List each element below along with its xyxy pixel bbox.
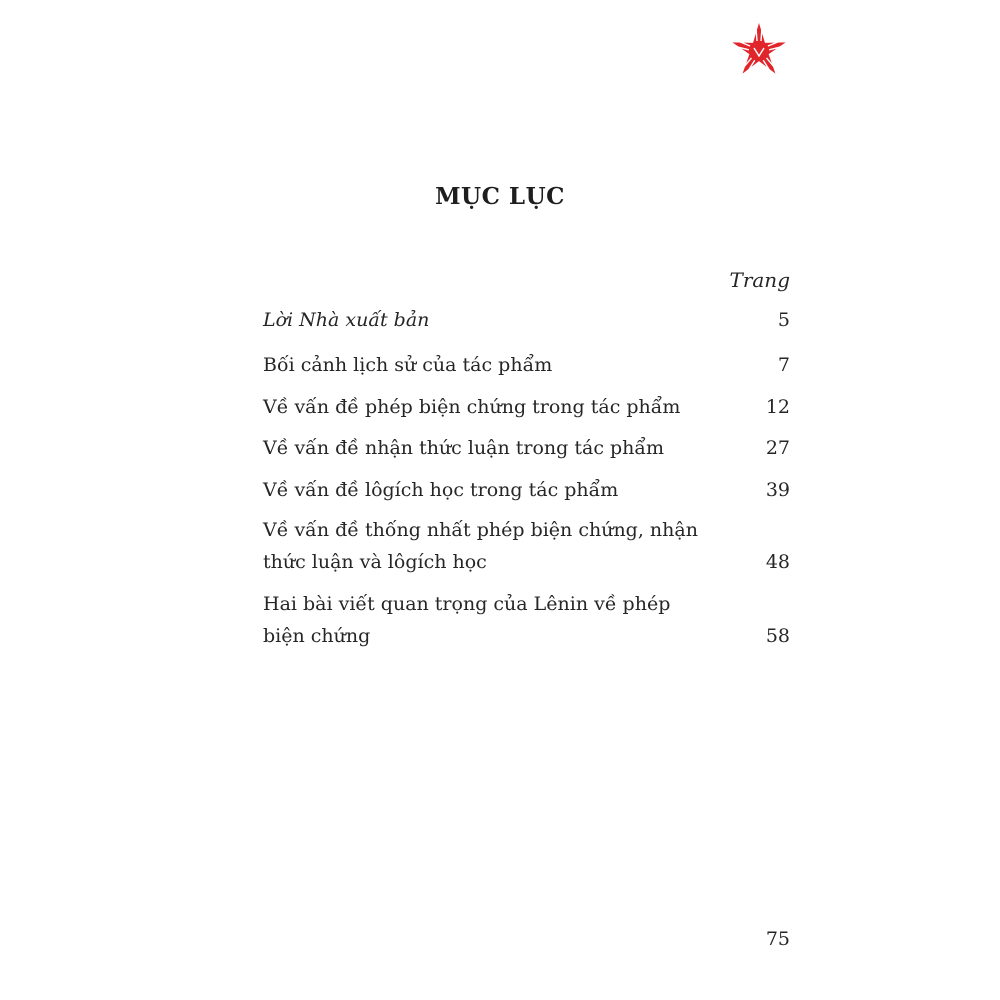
- page-column-label: Trang: [729, 268, 790, 292]
- toc-entry[interactable]: [263, 588, 790, 652]
- publisher-logo-icon: [730, 22, 788, 80]
- toc-entry-title: Về vấn đề lôgích học trong tác phẩm: [263, 479, 619, 501]
- toc-entry-title: Về vấn đề phép biện chứng trong tác phẩm: [263, 396, 681, 418]
- page-title: MỤC LỤC: [435, 183, 565, 210]
- toc-entry[interactable]: [263, 432, 790, 464]
- toc-entry-page: 12: [765, 396, 790, 418]
- toc-entry[interactable]: [263, 474, 790, 506]
- toc-entry-title: Lời Nhà xuất bản: [263, 309, 430, 331]
- toc-entry-page: 58: [765, 625, 790, 647]
- toc-entry-page: 5: [777, 309, 790, 331]
- toc-entry-title: Về vấn đề nhận thức luận trong tác phẩm: [263, 437, 665, 459]
- toc-entry-title: Hai bài viết quan trọng của Lênin về phép biện chứng: [263, 593, 671, 647]
- toc-entry-title: Bối cảnh lịch sử của tác phẩm: [263, 354, 553, 376]
- toc-entry-page: 48: [765, 551, 790, 573]
- toc-entry[interactable]: [263, 391, 790, 423]
- page-number: 75: [765, 928, 790, 950]
- toc-entry[interactable]: [263, 349, 790, 381]
- toc-entry-page: 7: [777, 354, 790, 376]
- toc-entry-page: 27: [765, 437, 790, 459]
- toc-entry-page: 39: [765, 479, 790, 501]
- toc-entry[interactable]: [263, 304, 790, 336]
- toc-entry-title: Về vấn đề thống nhất phép biện chứng, nhận thức luận và lôgích học: [263, 519, 698, 573]
- toc-entry[interactable]: [263, 514, 790, 578]
